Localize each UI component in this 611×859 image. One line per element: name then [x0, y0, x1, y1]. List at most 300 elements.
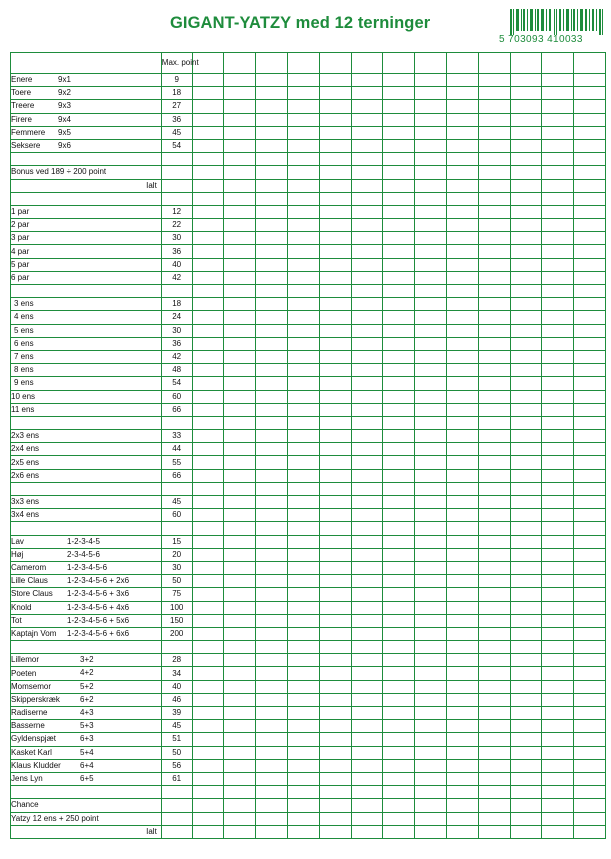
score-entry-cell[interactable]	[415, 548, 447, 561]
score-entry-cell[interactable]	[383, 390, 415, 403]
score-entry-cell[interactable]	[415, 87, 447, 100]
score-entry-cell[interactable]	[478, 799, 510, 812]
score-entry-cell[interactable]	[478, 324, 510, 337]
score-entry-cell[interactable]	[446, 377, 478, 390]
score-entry-cell[interactable]	[415, 390, 447, 403]
score-entry-cell[interactable]	[319, 350, 351, 363]
score-entry-cell[interactable]	[478, 812, 510, 825]
score-entry-cell[interactable]	[383, 707, 415, 720]
score-entry-cell[interactable]	[256, 390, 288, 403]
score-entry-cell[interactable]	[224, 733, 256, 746]
score-entry-cell[interactable]	[224, 126, 256, 139]
score-entry-cell[interactable]	[224, 390, 256, 403]
score-entry-cell[interactable]	[287, 561, 319, 574]
score-entry-cell[interactable]	[542, 87, 574, 100]
score-entry-cell[interactable]	[574, 258, 606, 271]
score-entry-cell[interactable]	[383, 548, 415, 561]
player-column-header[interactable]	[287, 53, 319, 74]
score-entry-cell[interactable]	[415, 139, 447, 152]
score-entry-cell[interactable]	[478, 496, 510, 509]
score-entry-cell[interactable]	[478, 219, 510, 232]
score-entry-cell[interactable]	[415, 113, 447, 126]
score-entry-cell[interactable]	[256, 799, 288, 812]
score-entry-cell[interactable]	[510, 126, 542, 139]
score-entry-cell[interactable]	[287, 469, 319, 482]
score-entry-cell[interactable]	[383, 179, 415, 192]
score-entry-cell[interactable]	[415, 298, 447, 311]
score-entry-cell[interactable]	[510, 654, 542, 667]
score-entry-cell[interactable]	[256, 667, 288, 680]
score-entry-cell[interactable]	[478, 298, 510, 311]
score-entry-cell[interactable]	[351, 126, 383, 139]
score-entry-cell[interactable]	[446, 205, 478, 218]
score-entry-cell[interactable]	[287, 87, 319, 100]
score-entry-cell[interactable]	[574, 456, 606, 469]
score-entry-cell[interactable]	[415, 245, 447, 258]
score-entry-cell[interactable]	[446, 746, 478, 759]
score-entry-cell[interactable]	[383, 430, 415, 443]
score-entry-cell[interactable]	[415, 654, 447, 667]
score-entry-cell[interactable]	[256, 535, 288, 548]
score-entry-cell[interactable]	[383, 219, 415, 232]
score-entry-cell[interactable]	[510, 707, 542, 720]
score-entry-cell[interactable]	[224, 337, 256, 350]
score-entry-cell[interactable]	[224, 561, 256, 574]
score-entry-cell[interactable]	[446, 324, 478, 337]
score-entry-cell[interactable]	[383, 825, 415, 838]
score-entry-cell[interactable]	[256, 126, 288, 139]
score-entry-cell[interactable]	[415, 430, 447, 443]
score-entry-cell[interactable]	[574, 588, 606, 601]
score-entry-cell[interactable]	[478, 271, 510, 284]
score-entry-cell[interactable]	[256, 707, 288, 720]
score-entry-cell[interactable]	[415, 707, 447, 720]
score-entry-cell[interactable]	[192, 509, 224, 522]
score-entry-cell[interactable]	[446, 799, 478, 812]
score-entry-cell[interactable]	[287, 799, 319, 812]
score-entry-cell[interactable]	[256, 205, 288, 218]
score-entry-cell[interactable]	[478, 139, 510, 152]
score-entry-cell[interactable]	[415, 799, 447, 812]
score-entry-cell[interactable]	[192, 720, 224, 733]
score-entry-cell[interactable]	[542, 680, 574, 693]
score-entry-cell[interactable]	[383, 693, 415, 706]
score-entry-cell[interactable]	[192, 654, 224, 667]
score-entry-cell[interactable]	[319, 364, 351, 377]
score-entry-cell[interactable]	[319, 377, 351, 390]
score-entry-cell[interactable]	[287, 733, 319, 746]
score-entry-cell[interactable]	[574, 680, 606, 693]
score-entry-cell[interactable]	[415, 377, 447, 390]
score-entry-cell[interactable]	[319, 720, 351, 733]
score-entry-cell[interactable]	[287, 350, 319, 363]
score-entry-cell[interactable]	[574, 693, 606, 706]
score-entry-cell[interactable]	[542, 311, 574, 324]
score-entry-cell[interactable]	[510, 87, 542, 100]
score-entry-cell[interactable]	[192, 772, 224, 785]
score-entry-cell[interactable]	[319, 430, 351, 443]
score-entry-cell[interactable]	[256, 575, 288, 588]
score-entry-cell[interactable]	[256, 443, 288, 456]
score-entry-cell[interactable]	[287, 720, 319, 733]
score-entry-cell[interactable]	[192, 113, 224, 126]
score-entry-cell[interactable]	[415, 720, 447, 733]
score-entry-cell[interactable]	[542, 772, 574, 785]
score-entry-cell[interactable]	[542, 825, 574, 838]
score-entry-cell[interactable]	[574, 614, 606, 627]
score-entry-cell[interactable]	[192, 443, 224, 456]
score-entry-cell[interactable]	[446, 364, 478, 377]
score-entry-cell[interactable]	[192, 759, 224, 772]
score-entry-cell[interactable]	[510, 443, 542, 456]
score-entry-cell[interactable]	[351, 614, 383, 627]
score-entry-cell[interactable]	[446, 232, 478, 245]
score-entry-cell[interactable]	[287, 311, 319, 324]
score-entry-cell[interactable]	[319, 469, 351, 482]
score-entry-cell[interactable]	[224, 654, 256, 667]
score-entry-cell[interactable]	[256, 271, 288, 284]
score-entry-cell[interactable]	[510, 561, 542, 574]
score-entry-cell[interactable]	[510, 205, 542, 218]
score-entry-cell[interactable]	[574, 535, 606, 548]
score-entry-cell[interactable]	[446, 693, 478, 706]
score-entry-cell[interactable]	[287, 100, 319, 113]
score-entry-cell[interactable]	[319, 87, 351, 100]
score-entry-cell[interactable]	[287, 298, 319, 311]
score-entry-cell[interactable]	[224, 298, 256, 311]
score-entry-cell[interactable]	[192, 205, 224, 218]
score-entry-cell[interactable]	[287, 205, 319, 218]
score-entry-cell[interactable]	[446, 87, 478, 100]
score-entry-cell[interactable]	[192, 74, 224, 87]
score-entry-cell[interactable]	[319, 337, 351, 350]
score-entry-cell[interactable]	[192, 456, 224, 469]
score-entry-cell[interactable]	[415, 667, 447, 680]
score-entry-cell[interactable]	[478, 403, 510, 416]
score-entry-cell[interactable]	[319, 74, 351, 87]
score-entry-cell[interactable]	[256, 166, 288, 179]
score-entry-cell[interactable]	[319, 627, 351, 640]
score-entry-cell[interactable]	[192, 680, 224, 693]
score-entry-cell[interactable]	[224, 693, 256, 706]
score-entry-cell[interactable]	[287, 258, 319, 271]
score-entry-cell[interactable]	[351, 535, 383, 548]
score-entry-cell[interactable]	[542, 443, 574, 456]
score-entry-cell[interactable]	[256, 324, 288, 337]
score-entry-cell[interactable]	[478, 509, 510, 522]
score-entry-cell[interactable]	[446, 403, 478, 416]
score-entry-cell[interactable]	[478, 588, 510, 601]
score-entry-cell[interactable]	[319, 812, 351, 825]
score-entry-cell[interactable]	[542, 733, 574, 746]
score-entry-cell[interactable]	[478, 759, 510, 772]
score-entry-cell[interactable]	[383, 377, 415, 390]
score-entry-cell[interactable]	[542, 601, 574, 614]
score-entry-cell[interactable]	[446, 680, 478, 693]
score-entry-cell[interactable]	[192, 377, 224, 390]
score-entry-cell[interactable]	[510, 601, 542, 614]
score-entry-cell[interactable]	[287, 812, 319, 825]
score-entry-cell[interactable]	[542, 654, 574, 667]
score-entry-cell[interactable]	[192, 561, 224, 574]
score-entry-cell[interactable]	[542, 720, 574, 733]
score-entry-cell[interactable]	[542, 588, 574, 601]
score-entry-cell[interactable]	[574, 772, 606, 785]
score-entry-cell[interactable]	[510, 614, 542, 627]
score-entry-cell[interactable]	[542, 298, 574, 311]
score-entry-cell[interactable]	[256, 311, 288, 324]
player-column-header[interactable]	[351, 53, 383, 74]
score-entry-cell[interactable]	[192, 390, 224, 403]
score-entry-cell[interactable]	[510, 258, 542, 271]
score-entry-cell[interactable]	[256, 654, 288, 667]
score-entry-cell[interactable]	[256, 509, 288, 522]
score-entry-cell[interactable]	[478, 627, 510, 640]
score-entry-cell[interactable]	[574, 733, 606, 746]
score-entry-cell[interactable]	[415, 601, 447, 614]
score-entry-cell[interactable]	[478, 87, 510, 100]
score-entry-cell[interactable]	[446, 707, 478, 720]
score-entry-cell[interactable]	[478, 377, 510, 390]
score-entry-cell[interactable]	[224, 443, 256, 456]
score-entry-cell[interactable]	[319, 324, 351, 337]
score-entry-cell[interactable]	[224, 258, 256, 271]
score-entry-cell[interactable]	[478, 772, 510, 785]
score-entry-cell[interactable]	[224, 139, 256, 152]
score-entry-cell[interactable]	[574, 377, 606, 390]
score-entry-cell[interactable]	[256, 627, 288, 640]
score-entry-cell[interactable]	[415, 746, 447, 759]
player-column-header[interactable]	[256, 53, 288, 74]
score-entry-cell[interactable]	[478, 350, 510, 363]
score-entry-cell[interactable]	[446, 614, 478, 627]
score-entry-cell[interactable]	[224, 456, 256, 469]
score-entry-cell[interactable]	[351, 74, 383, 87]
score-entry-cell[interactable]	[542, 561, 574, 574]
score-entry-cell[interactable]	[351, 561, 383, 574]
score-entry-cell[interactable]	[446, 337, 478, 350]
player-column-header[interactable]	[510, 53, 542, 74]
score-entry-cell[interactable]	[192, 350, 224, 363]
score-entry-cell[interactable]	[542, 575, 574, 588]
score-entry-cell[interactable]	[446, 271, 478, 284]
score-entry-cell[interactable]	[319, 113, 351, 126]
score-entry-cell[interactable]	[415, 166, 447, 179]
score-entry-cell[interactable]	[510, 812, 542, 825]
score-entry-cell[interactable]	[478, 113, 510, 126]
score-entry-cell[interactable]	[510, 509, 542, 522]
score-entry-cell[interactable]	[542, 74, 574, 87]
score-entry-cell[interactable]	[319, 733, 351, 746]
score-entry-cell[interactable]	[415, 232, 447, 245]
score-entry-cell[interactable]	[542, 219, 574, 232]
score-entry-cell[interactable]	[192, 245, 224, 258]
score-entry-cell[interactable]	[224, 509, 256, 522]
score-entry-cell[interactable]	[478, 561, 510, 574]
score-entry-cell[interactable]	[542, 430, 574, 443]
score-entry-cell[interactable]	[574, 350, 606, 363]
score-entry-cell[interactable]	[574, 430, 606, 443]
score-entry-cell[interactable]	[574, 759, 606, 772]
score-entry-cell[interactable]	[478, 825, 510, 838]
score-entry-cell[interactable]	[446, 496, 478, 509]
score-entry-cell[interactable]	[574, 667, 606, 680]
score-entry-cell[interactable]	[256, 74, 288, 87]
score-entry-cell[interactable]	[510, 100, 542, 113]
score-entry-cell[interactable]	[224, 113, 256, 126]
score-entry-cell[interactable]	[383, 627, 415, 640]
score-entry-cell[interactable]	[574, 548, 606, 561]
score-entry-cell[interactable]	[224, 377, 256, 390]
score-entry-cell[interactable]	[383, 746, 415, 759]
player-column-header[interactable]	[383, 53, 415, 74]
score-entry-cell[interactable]	[192, 469, 224, 482]
score-entry-cell[interactable]	[478, 614, 510, 627]
score-entry-cell[interactable]	[574, 720, 606, 733]
score-entry-cell[interactable]	[574, 469, 606, 482]
score-entry-cell[interactable]	[383, 496, 415, 509]
score-entry-cell[interactable]	[192, 535, 224, 548]
score-entry-cell[interactable]	[446, 535, 478, 548]
score-entry-cell[interactable]	[192, 232, 224, 245]
score-entry-cell[interactable]	[287, 113, 319, 126]
score-entry-cell[interactable]	[319, 219, 351, 232]
score-entry-cell[interactable]	[383, 561, 415, 574]
score-entry-cell[interactable]	[319, 535, 351, 548]
score-entry-cell[interactable]	[446, 469, 478, 482]
score-entry-cell[interactable]	[192, 825, 224, 838]
score-entry-cell[interactable]	[287, 825, 319, 838]
score-entry-cell[interactable]	[478, 654, 510, 667]
score-entry-cell[interactable]	[574, 812, 606, 825]
score-entry-cell[interactable]	[192, 548, 224, 561]
score-entry-cell[interactable]	[224, 311, 256, 324]
score-entry-cell[interactable]	[542, 166, 574, 179]
score-entry-cell[interactable]	[510, 390, 542, 403]
score-entry-cell[interactable]	[256, 350, 288, 363]
score-entry-cell[interactable]	[542, 548, 574, 561]
score-entry-cell[interactable]	[574, 364, 606, 377]
score-entry-cell[interactable]	[287, 390, 319, 403]
score-entry-cell[interactable]	[574, 166, 606, 179]
score-entry-cell[interactable]	[574, 271, 606, 284]
score-entry-cell[interactable]	[256, 759, 288, 772]
score-entry-cell[interactable]	[319, 680, 351, 693]
score-entry-cell[interactable]	[510, 113, 542, 126]
score-entry-cell[interactable]	[224, 799, 256, 812]
score-entry-cell[interactable]	[574, 100, 606, 113]
score-entry-cell[interactable]	[415, 443, 447, 456]
score-entry-cell[interactable]	[574, 245, 606, 258]
score-entry-cell[interactable]	[383, 733, 415, 746]
score-entry-cell[interactable]	[415, 693, 447, 706]
score-entry-cell[interactable]	[256, 364, 288, 377]
score-entry-cell[interactable]	[319, 139, 351, 152]
score-entry-cell[interactable]	[256, 588, 288, 601]
score-entry-cell[interactable]	[192, 667, 224, 680]
score-entry-cell[interactable]	[383, 100, 415, 113]
score-entry-cell[interactable]	[319, 759, 351, 772]
score-entry-cell[interactable]	[319, 166, 351, 179]
score-entry-cell[interactable]	[478, 311, 510, 324]
score-entry-cell[interactable]	[351, 219, 383, 232]
score-entry-cell[interactable]	[256, 456, 288, 469]
score-entry-cell[interactable]	[287, 245, 319, 258]
score-entry-cell[interactable]	[383, 535, 415, 548]
score-entry-cell[interactable]	[383, 324, 415, 337]
score-entry-cell[interactable]	[287, 337, 319, 350]
score-entry-cell[interactable]	[287, 509, 319, 522]
score-entry-cell[interactable]	[287, 456, 319, 469]
score-entry-cell[interactable]	[446, 654, 478, 667]
score-entry-cell[interactable]	[287, 707, 319, 720]
score-entry-cell[interactable]	[224, 166, 256, 179]
score-entry-cell[interactable]	[383, 311, 415, 324]
score-entry-cell[interactable]	[446, 772, 478, 785]
score-entry-cell[interactable]	[383, 139, 415, 152]
score-entry-cell[interactable]	[319, 509, 351, 522]
score-entry-cell[interactable]	[542, 258, 574, 271]
score-entry-cell[interactable]	[224, 825, 256, 838]
player-column-header[interactable]	[574, 53, 606, 74]
score-entry-cell[interactable]	[510, 627, 542, 640]
score-entry-cell[interactable]	[542, 535, 574, 548]
score-entry-cell[interactable]	[542, 693, 574, 706]
score-entry-cell[interactable]	[319, 548, 351, 561]
score-entry-cell[interactable]	[224, 219, 256, 232]
score-entry-cell[interactable]	[224, 627, 256, 640]
score-entry-cell[interactable]	[383, 74, 415, 87]
score-entry-cell[interactable]	[446, 126, 478, 139]
score-entry-cell[interactable]	[319, 746, 351, 759]
score-entry-cell[interactable]	[256, 496, 288, 509]
score-entry-cell[interactable]	[574, 443, 606, 456]
score-entry-cell[interactable]	[351, 390, 383, 403]
score-entry-cell[interactable]	[446, 667, 478, 680]
score-entry-cell[interactable]	[510, 219, 542, 232]
score-entry-cell[interactable]	[478, 430, 510, 443]
score-entry-cell[interactable]	[478, 693, 510, 706]
score-entry-cell[interactable]	[351, 205, 383, 218]
score-entry-cell[interactable]	[415, 74, 447, 87]
score-entry-cell[interactable]	[319, 205, 351, 218]
score-entry-cell[interactable]	[510, 799, 542, 812]
score-entry-cell[interactable]	[446, 74, 478, 87]
score-entry-cell[interactable]	[256, 601, 288, 614]
score-entry-cell[interactable]	[383, 614, 415, 627]
score-entry-cell[interactable]	[287, 601, 319, 614]
score-entry-cell[interactable]	[478, 126, 510, 139]
score-entry-cell[interactable]	[256, 812, 288, 825]
score-entry-cell[interactable]	[319, 245, 351, 258]
score-entry-cell[interactable]	[256, 179, 288, 192]
score-entry-cell[interactable]	[510, 496, 542, 509]
score-entry-cell[interactable]	[351, 825, 383, 838]
score-entry-cell[interactable]	[351, 377, 383, 390]
score-entry-cell[interactable]	[542, 205, 574, 218]
score-entry-cell[interactable]	[351, 772, 383, 785]
score-entry-cell[interactable]	[319, 258, 351, 271]
score-entry-cell[interactable]	[383, 350, 415, 363]
score-entry-cell[interactable]	[287, 496, 319, 509]
score-entry-cell[interactable]	[510, 548, 542, 561]
score-entry-cell[interactable]	[383, 654, 415, 667]
score-entry-cell[interactable]	[574, 654, 606, 667]
score-entry-cell[interactable]	[224, 680, 256, 693]
score-entry-cell[interactable]	[510, 535, 542, 548]
score-entry-cell[interactable]	[224, 350, 256, 363]
score-entry-cell[interactable]	[287, 232, 319, 245]
